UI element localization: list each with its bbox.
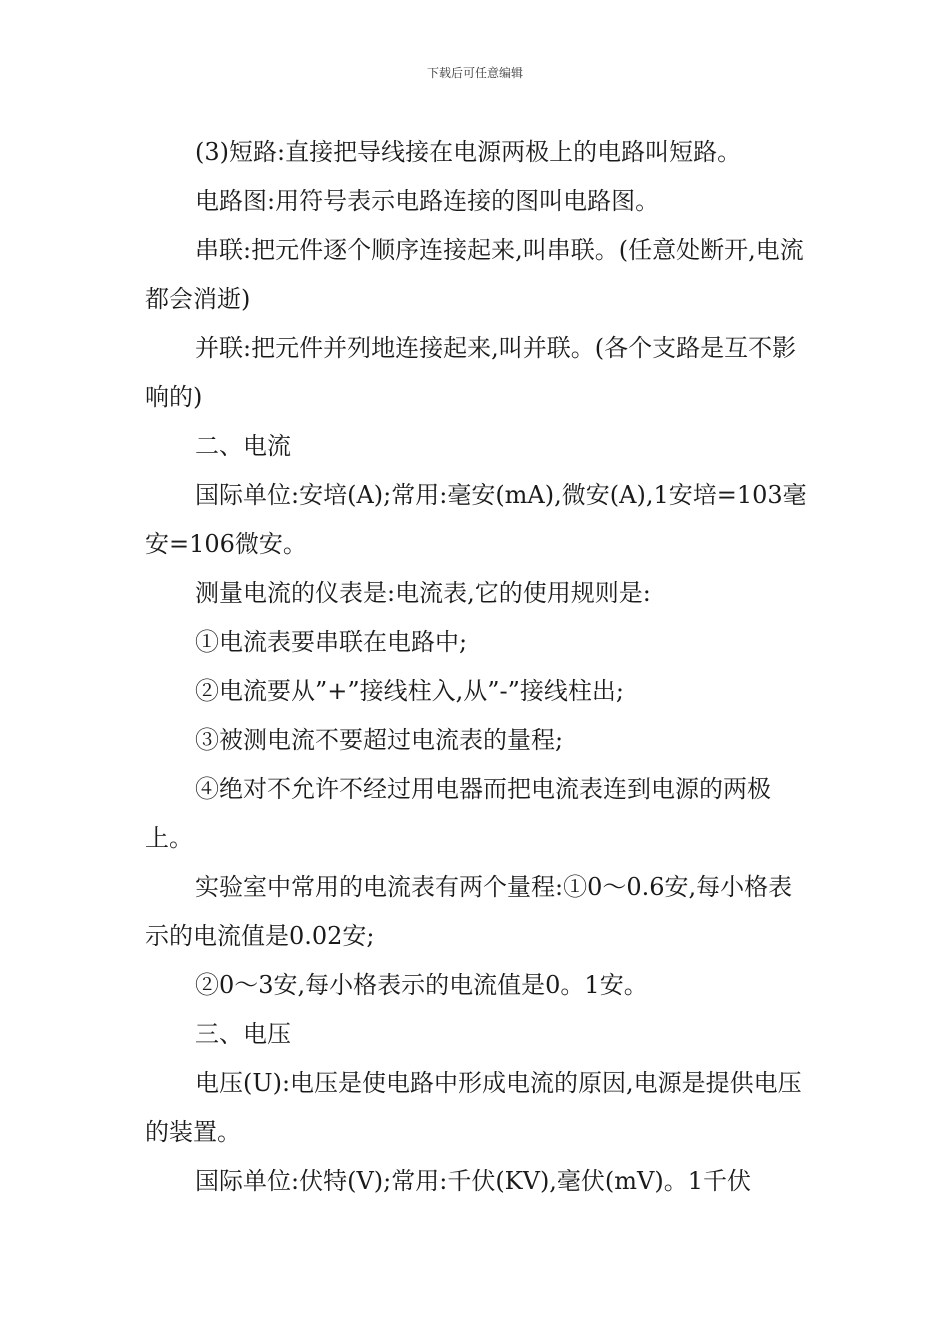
section-heading: 三、电压 (195, 1020, 291, 1048)
list-item: ③被测电流不要超过电流表的量程; (195, 726, 564, 754)
paragraph: 国际单位:安培(A);常用:毫安(mA),微安(A),1安培=103毫安=106微安。 (145, 481, 807, 558)
page-header: 下载后可任意编辑 (426, 66, 523, 80)
paragraph: 电压(U):电压是使电路中形成电流的原因,电源是提供电压的装置。 (145, 1069, 802, 1146)
list-item: ①电流表要串联在电路中; (195, 628, 468, 656)
paragraph: (3)短路:直接把导线接在电源两极上的电路叫短路。 (195, 138, 742, 166)
paragraph: 电路图:用符号表示电路连接的图叫电路图。 (195, 187, 660, 215)
paragraph: 实验室中常用的电流表有两个量程:①0～0.6安,每小格表示的电流值是0.02安; (145, 873, 793, 950)
list-item: ④绝对不允许不经过用电器而把电流表连到电源的两极上。 (145, 775, 771, 852)
paragraph: 并联:把元件并列地连接起来,叫并联。(各个支路是互不影响的) (145, 334, 797, 411)
section-heading: 二、电流 (195, 432, 291, 460)
paragraph: ②0～3安,每小格表示的电流值是0。1安。 (195, 971, 648, 999)
paragraph: 国际单位:伏特(V);常用:千伏(KV),毫伏(mV)。1千伏 (195, 1167, 752, 1195)
paragraph: 测量电流的仪表是:电流表,它的使用规则是: (195, 579, 651, 607)
document-body (145, 128, 810, 1206)
paragraph: 串联:把元件逐个顺序连接起来,叫串联。(任意处断开,电流都会消逝) (145, 236, 804, 313)
list-item: ②电流要从”+”接线柱入,从”-”接线柱出; (195, 677, 625, 705)
